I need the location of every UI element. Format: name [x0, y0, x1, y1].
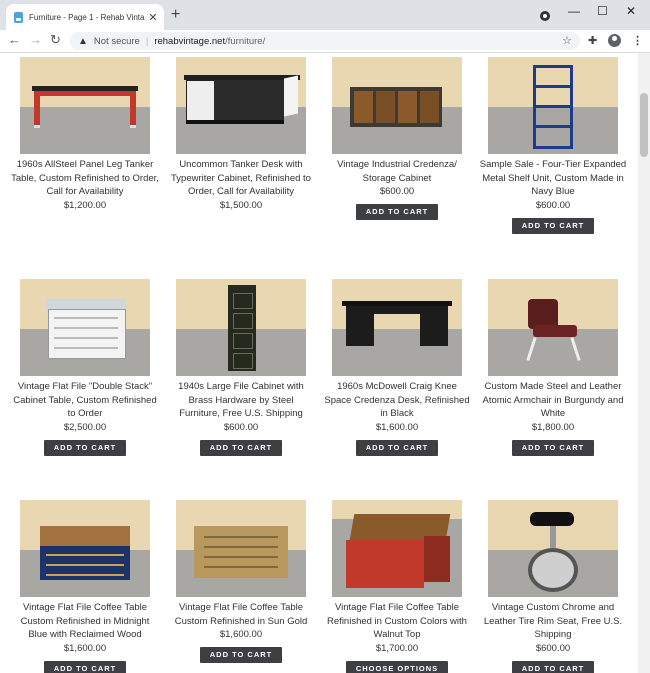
add-to-cart-button[interactable]: ADD TO CART — [512, 440, 595, 456]
warning-icon: ▲ — [78, 35, 88, 47]
product-price: $2,500.00 — [63, 421, 107, 433]
add-to-cart-button[interactable]: ADD TO CART — [200, 647, 283, 663]
product-price: $1,600.00 — [219, 629, 263, 640]
add-to-cart-button[interactable]: ADD TO CART — [356, 440, 439, 456]
extensions-puzzle-icon[interactable]: ✚ — [588, 35, 598, 47]
maximize-button[interactable]: ☐ — [597, 4, 608, 18]
add-to-cart-button[interactable]: ADD TO CART — [44, 661, 127, 673]
product-image[interactable] — [488, 57, 618, 154]
reload-icon[interactable]: ↻ — [50, 32, 61, 47]
product-card — [163, 57, 319, 212]
product-title[interactable]: 1960s AllSteel Panel Leg Tanker Table, Custom Refinished to Order, Call for Availability — [11, 159, 159, 197]
url-host: rehabvintage.net — [154, 35, 226, 47]
product-price: $600.00 — [535, 199, 571, 211]
product-title[interactable]: Sample Sale - Four-Tier Expanded Metal Shelf Unit, Custom Made in Navy Blue — [479, 159, 627, 197]
scrollbar-thumb[interactable] — [640, 93, 648, 157]
menu-kebab-icon[interactable]: ⋮ — [632, 35, 643, 47]
product-price: $600.00 — [379, 186, 415, 197]
add-to-cart-button[interactable]: ADD TO CART — [512, 661, 595, 673]
close-window-button[interactable]: ✕ — [626, 4, 637, 18]
product-price: $600.00 — [223, 421, 259, 433]
product-image[interactable] — [20, 57, 150, 154]
url-path: /furniture/ — [225, 35, 266, 47]
product-image[interactable] — [332, 500, 462, 597]
add-to-cart-button[interactable]: ADD TO CART — [356, 204, 439, 220]
product-title[interactable]: Vintage Flat File Coffee Table Custom Refinished in Midnight Blue with Reclaimed Wood — [20, 602, 150, 640]
product-title[interactable]: 1940s Large File Cabinet with Brass Hardware by Steel Furniture, Free U.S. Shipping — [178, 381, 304, 419]
profile-avatar-icon[interactable] — [608, 34, 621, 47]
product-price: $1,500.00 — [219, 199, 263, 211]
product-title[interactable]: Vintage Flat File Coffee Table Refinished in Custom Colors with Walnut Top — [327, 602, 467, 640]
browser-toolbar — [0, 30, 650, 53]
product-title[interactable]: Custom Made Steel and Leather Atomic Armchair in Burgundy and White — [482, 381, 624, 419]
product-title[interactable]: 1960s McDowell Craig Knee Space Credenza Desk, Refinished in Black — [324, 381, 470, 419]
product-title[interactable]: Vintage Flat File "Double Stack" Cabinet Table, Custom Refinished to Order — [13, 381, 157, 419]
tab-close-icon[interactable]: ✕ — [148, 11, 158, 24]
address-bar[interactable] — [70, 32, 580, 50]
product-image[interactable] — [20, 500, 150, 597]
product-image[interactable] — [20, 279, 150, 376]
product-title[interactable]: Uncommon Tanker Desk with Typewriter Cabinet, Refinished to Order, Call for Availability — [171, 159, 311, 197]
product-title[interactable]: Vintage Custom Chrome and Leather Tire Rim Seat, Free U.S. Shipping — [483, 602, 623, 640]
bookmark-star-icon[interactable]: ☆ — [562, 35, 572, 47]
product-title[interactable]: Vintage Flat File Coffee Table Custom Refinished in Sun Gold — [174, 602, 308, 627]
product-image[interactable] — [488, 500, 618, 597]
product-card — [319, 500, 475, 673]
address-divider: | — [145, 35, 149, 47]
product-price: $1,600.00 — [63, 642, 107, 654]
product-price: $1,700.00 — [375, 642, 419, 654]
new-tab-button[interactable]: + — [171, 6, 181, 23]
add-to-cart-button[interactable]: ADD TO CART — [200, 440, 283, 456]
tab-title: Furniture - Page 1 - Rehab Vinta — [29, 12, 145, 22]
choose-options-button[interactable]: CHOOSE OPTIONS — [346, 661, 448, 673]
site-favicon-icon — [14, 12, 23, 23]
browser-tab[interactable] — [6, 4, 164, 30]
product-image[interactable] — [176, 57, 306, 154]
security-label: Not secure — [93, 35, 140, 47]
add-to-cart-button[interactable]: ADD TO CART — [512, 218, 595, 234]
product-image[interactable] — [488, 279, 618, 376]
product-price: $1,600.00 — [375, 421, 419, 433]
product-card — [163, 500, 319, 663]
product-price: $1,800.00 — [531, 421, 575, 433]
product-image[interactable] — [176, 279, 306, 376]
product-card — [475, 57, 631, 234]
product-card — [475, 500, 631, 673]
product-price: $600.00 — [535, 642, 571, 654]
product-card — [163, 279, 319, 456]
minimize-button[interactable]: — — [568, 4, 580, 18]
forward-arrow-icon[interactable]: → — [29, 32, 42, 47]
browser-tab-strip — [0, 0, 650, 30]
page-scrollbar[interactable] — [638, 53, 650, 673]
product-image[interactable] — [332, 57, 462, 154]
product-image[interactable] — [332, 279, 462, 376]
product-grid — [0, 53, 638, 673]
product-card — [7, 279, 163, 456]
back-arrow-icon[interactable]: ← — [8, 32, 21, 47]
add-to-cart-button[interactable]: ADD TO CART — [44, 440, 127, 456]
media-control-icon[interactable] — [540, 11, 550, 21]
product-card — [319, 57, 475, 220]
product-price: $1,200.00 — [63, 199, 107, 211]
product-title[interactable]: Vintage Industrial Credenza/ Storage Cabinet — [337, 159, 457, 184]
product-card — [319, 279, 475, 456]
product-card — [7, 500, 163, 673]
product-card — [7, 57, 163, 212]
product-card — [475, 279, 631, 456]
product-image[interactable] — [176, 500, 306, 597]
